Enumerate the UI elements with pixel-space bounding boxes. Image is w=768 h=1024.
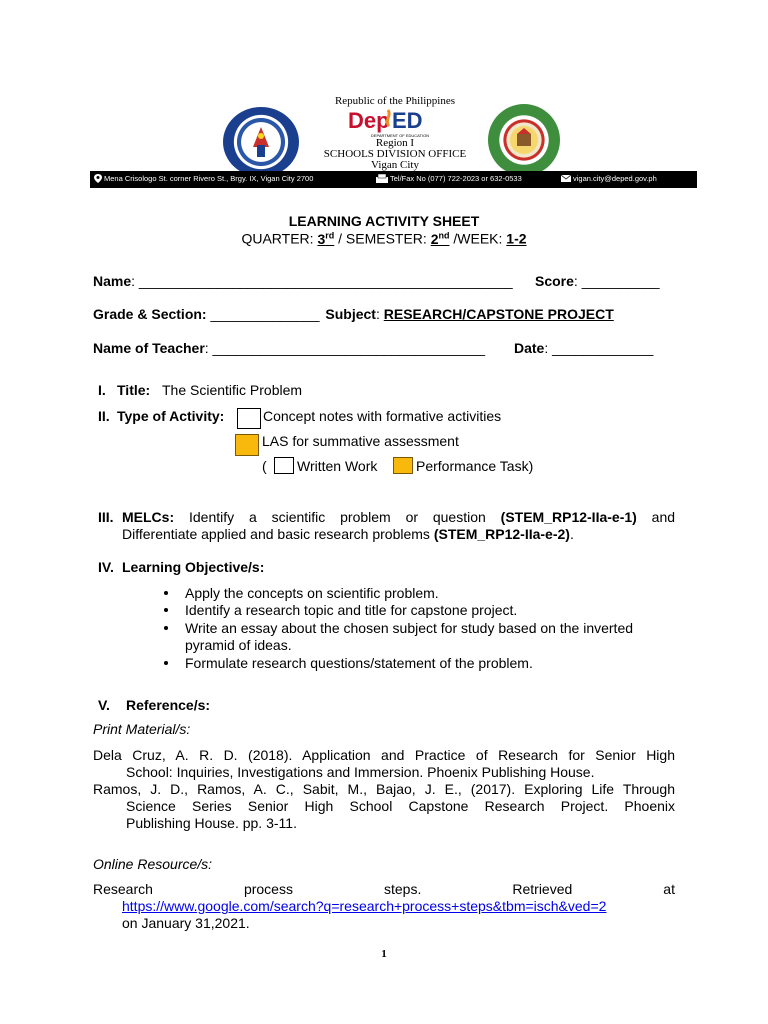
letterhead <box>90 88 697 188</box>
republic-text: Republic of the Philippines <box>334 95 456 107</box>
paren-open: ( <box>262 458 267 474</box>
email-text: vigan.city@deped.gov.ph <box>573 174 657 183</box>
section-i-label: Title: <box>117 382 151 398</box>
objective-item: Identify a research topic and title for capstone project. <box>185 602 518 618</box>
fax-icon <box>375 173 389 184</box>
svg-text:Dep: Dep <box>348 108 390 133</box>
performance-task-option: Performance Task) <box>416 458 534 474</box>
name-label: Name <box>93 273 132 289</box>
week-label: /WEEK: <box>449 230 507 247</box>
deped-subtitle: DEPARTMENT OF EDUCATION <box>370 133 430 138</box>
location-pin-icon <box>93 173 103 184</box>
reference-2-line-3: Publishing House. pp. 3-11. <box>126 815 297 831</box>
week-value: 1-2 <box>506 230 527 247</box>
score-row <box>535 273 660 289</box>
score-label: Score <box>535 273 574 289</box>
written-work-checkbox[interactable] <box>274 457 294 474</box>
name-field[interactable]: : ________________________________________________ <box>131 273 513 289</box>
objective-item: Write an essay about the chosen subject for study based on the inverted <box>185 620 634 636</box>
concept-notes-checkbox[interactable] <box>237 408 261 429</box>
section-iv-label: Learning Objective/s: <box>122 559 265 575</box>
email-icon <box>560 173 572 184</box>
bullet-icon <box>164 661 168 665</box>
section-v-number: V. <box>98 697 110 713</box>
online-reference-link[interactable]: https://www.google.com/search?q=research+process+steps&tbm=isch&ved=2 <box>122 898 607 914</box>
section-ii-label: Type of Activity: <box>117 408 225 424</box>
region-text: Region I <box>375 137 415 149</box>
teacher-row <box>93 340 485 356</box>
section-i-number: I. <box>98 382 106 398</box>
date-label: Date <box>514 340 545 356</box>
quarter-line <box>0 230 768 247</box>
bullet-icon <box>164 626 168 630</box>
grade-row: Grade & Section: ______________ Subject: RESEARCH/CAPSTONE PROJECT <box>93 306 614 322</box>
reference-2-line-1: Ramos, J. D., Ramos, A. C., Sabit, M., Bajao, J. E., (2017). Exploring Life Through <box>93 781 675 797</box>
division-seal-logo <box>488 104 560 176</box>
melc-line-1: MELCs: Identify a scientific problem or question (STEM_RP12-IIa-e-1) and <box>122 509 676 525</box>
date-field[interactable]: : _____________ <box>544 340 654 356</box>
section-v-label: Reference/s: <box>126 697 211 713</box>
online-reference-line-1: Research process steps. Retrieved at <box>93 881 675 897</box>
las-summative-option: LAS for summative assessment <box>262 433 459 449</box>
deped-seal-logo <box>223 107 299 177</box>
subject-label: Subject <box>325 306 376 322</box>
score-field[interactable]: : __________ <box>573 273 660 289</box>
written-work-option: Written Work <box>297 458 378 474</box>
performance-task-checkbox[interactable] <box>393 457 413 474</box>
section-iv-number: IV. <box>98 559 114 575</box>
reference-2-line-2: Science Series Senior High School Capstone Research Project. Phoenix <box>126 798 675 814</box>
reference-1-line-2: School: Inquiries, Investigations and Immersion. Phoenix Publishing House. <box>126 764 595 780</box>
bullet-icon <box>164 591 168 595</box>
svg-text:ED: ED <box>392 108 423 133</box>
section-ii-number: II. <box>98 408 110 424</box>
city-text: Vigan City <box>371 159 419 171</box>
semester-label: / SEMESTER: <box>334 230 431 247</box>
objective-item-continued: pyramid of ideas. <box>185 637 292 653</box>
section-iii-number: III. <box>98 509 114 525</box>
sheet-title: LEARNING ACTIVITY SHEET <box>288 213 480 229</box>
print-material-heading: Print Material/s: <box>93 721 191 737</box>
telfax-text: Tel/Fax No (077) 722-2023 or 632-0533 <box>390 174 522 183</box>
page-number: 1 <box>381 948 387 960</box>
bullet-icon <box>164 608 168 612</box>
online-resource-heading: Online Resource/s: <box>93 856 213 872</box>
section-i-value: The Scientific Problem <box>162 382 303 398</box>
semester-value: 2nd <box>430 230 450 247</box>
date-row <box>514 340 653 356</box>
address-text: Mena Crisologo St. corner Rivero St., Brgy. IX, Vigan City 2700 <box>104 174 314 183</box>
objective-item: Formulate research questions/statement of the problem. <box>185 655 533 671</box>
subject-value: RESEARCH/CAPSTONE PROJECT <box>383 306 614 322</box>
objective-item: Apply the concepts on scientific problem. <box>185 585 439 601</box>
grade-field[interactable]: ______________ <box>210 306 320 322</box>
reference-1-line-1: Dela Cruz, A. R. D. (2018). Application and Practice of Research for Senior High <box>93 747 675 763</box>
name-row <box>93 273 513 289</box>
las-summative-checkbox[interactable] <box>235 434 259 456</box>
concept-notes-option: Concept notes with formative activities <box>263 408 502 424</box>
grade-label: Grade & Section: <box>93 306 207 322</box>
quarter-label: QUARTER: <box>241 230 318 247</box>
online-reference-date: on January 31,2021. <box>122 915 250 931</box>
teacher-label: Name of Teacher <box>93 340 205 356</box>
contact-bar <box>90 171 697 188</box>
melc-line-2: Differentiate applied and basic research problems (STEM_RP12-IIa-e-2). <box>122 526 574 542</box>
teacher-field[interactable]: : ___________________________________ <box>204 340 486 356</box>
quarter-value: 3rd <box>317 230 335 247</box>
office-text: SCHOOLS DIVISION OFFICE <box>323 148 467 160</box>
deped-logo <box>348 108 448 136</box>
